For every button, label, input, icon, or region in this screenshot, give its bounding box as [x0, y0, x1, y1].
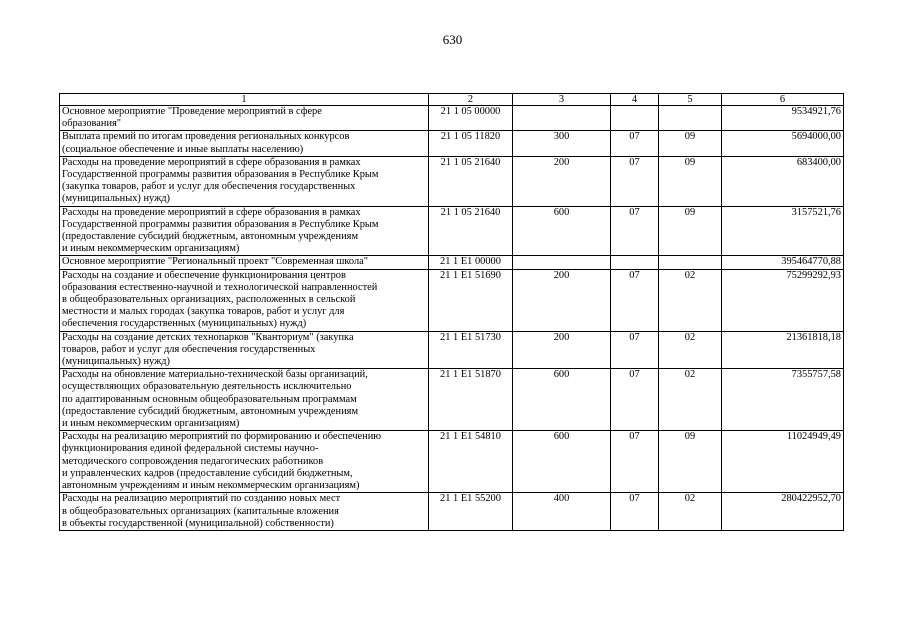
budget-table [59, 93, 844, 531]
row-amount-cell: 21361818,18 [722, 331, 844, 369]
row-amount-cell: 75299292,93 [722, 269, 844, 331]
row-expense-type-cell: 600 [513, 206, 611, 256]
row-amount-cell: 9534921,76 [722, 106, 844, 131]
row-amount-cell: 5694000,00 [722, 131, 844, 156]
row-name-cell: Расходы на проведение мероприятий в сфере образования в рамках Государственной программы развития образования в Республике Крым (предоставление субсидий бюджетным, автономным учреждениям и иным некоммерческим организациям) [60, 206, 429, 256]
table-row [60, 431, 844, 493]
row-section-cell: 07 [611, 131, 659, 156]
table-row [60, 369, 844, 431]
table-row [60, 269, 844, 331]
row-subsection-cell: 02 [659, 269, 722, 331]
row-code-cell: 21 1 E1 55200 [429, 493, 513, 531]
column-header: 2 [429, 94, 513, 106]
table-row [60, 331, 844, 369]
page-number: 630 [442, 32, 463, 47]
row-amount-cell: 683400,00 [722, 156, 844, 206]
row-subsection-cell: 02 [659, 331, 722, 369]
row-name-cell: Расходы на создание и обеспечение функционирования центров образования естественно-научной и технологической направленностей в общеобразовательных организациях, расположенных в сельской местности и малых городах (закупка товаров, работ и услуг для обеспечения государственных (муниципальных) нужд) [60, 269, 429, 331]
row-subsection-cell: 09 [659, 206, 722, 256]
column-header: 6 [722, 94, 844, 106]
table-row [60, 156, 844, 206]
row-code-cell: 21 1 05 21640 [429, 156, 513, 206]
row-expense-type-cell: 400 [513, 493, 611, 531]
table-row [60, 256, 844, 269]
row-expense-type-cell [513, 256, 611, 269]
row-name-cell: Выплата премий по итогам проведения региональных конкурсов (социальное обеспечение и иные выплаты населению) [60, 131, 429, 156]
row-subsection-cell: 09 [659, 131, 722, 156]
row-name-cell: Расходы на проведение мероприятий в сфере образования в рамках Государственной программы развития образования в Республике Крым (закупка товаров, работ и услуг для обеспечения государственных (муниципальных) нужд) [60, 156, 429, 206]
row-section-cell: 07 [611, 493, 659, 531]
row-subsection-cell: 09 [659, 431, 722, 493]
row-name-cell: Расходы на реализацию мероприятий по формированию и обеспечению функционирования единой федеральной системы научно- методического сопровождения педагогических работников и управленческих кадров (предоставление субсидий бюджетным, автономным учреждениям и иным некоммерческим организациям) [60, 431, 429, 493]
row-expense-type-cell: 200 [513, 156, 611, 206]
row-subsection-cell: 09 [659, 156, 722, 206]
table-row [60, 206, 844, 256]
row-section-cell: 07 [611, 156, 659, 206]
row-section-cell: 07 [611, 269, 659, 331]
row-name-cell: Расходы на обновление материально-технической базы организаций, осуществляющих образовательную деятельность исключительно по адаптированным основным общеобразовательным программам (предоставление субсидий бюджетным, автономным учреждениям и иным некоммерческим организациям) [60, 369, 429, 431]
table-row [60, 106, 844, 131]
row-code-cell: 21 1 E1 00000 [429, 256, 513, 269]
row-code-cell: 21 1 05 11820 [429, 131, 513, 156]
row-expense-type-cell: 600 [513, 431, 611, 493]
row-section-cell [611, 256, 659, 269]
row-name-cell: Основное мероприятие "Региональный проект "Современная школа" [60, 256, 429, 269]
row-amount-cell: 3157521,76 [722, 206, 844, 256]
row-section-cell: 07 [611, 369, 659, 431]
row-amount-cell: 7355757,58 [722, 369, 844, 431]
row-expense-type-cell: 200 [513, 269, 611, 331]
row-subsection-cell [659, 106, 722, 131]
table-row [60, 131, 844, 156]
row-expense-type-cell: 300 [513, 131, 611, 156]
column-header: 4 [611, 94, 659, 106]
row-section-cell: 07 [611, 206, 659, 256]
row-subsection-cell: 02 [659, 493, 722, 531]
column-header: 3 [513, 94, 611, 106]
table-row [60, 493, 844, 531]
table-header-row [60, 94, 844, 106]
row-expense-type-cell: 600 [513, 369, 611, 431]
row-code-cell: 21 1 05 00000 [429, 106, 513, 131]
row-amount-cell: 395464770,88 [722, 256, 844, 269]
column-header: 1 [60, 94, 429, 106]
row-section-cell [611, 106, 659, 131]
row-amount-cell: 11024949,49 [722, 431, 844, 493]
row-section-cell: 07 [611, 331, 659, 369]
row-subsection-cell: 02 [659, 369, 722, 431]
row-subsection-cell [659, 256, 722, 269]
column-header: 5 [659, 94, 722, 106]
row-name-cell: Расходы на создание детских технопарков "Кванториум" (закупка товаров, работ и услуг для обеспечения государственных (муниципальных) нужд) [60, 331, 429, 369]
row-code-cell: 21 1 E1 51870 [429, 369, 513, 431]
row-code-cell: 21 1 E1 54810 [429, 431, 513, 493]
row-section-cell: 07 [611, 431, 659, 493]
row-name-cell: Основное мероприятие "Проведение мероприятий в сфере образования" [60, 106, 429, 131]
row-code-cell: 21 1 05 21640 [429, 206, 513, 256]
row-amount-cell: 280422952,70 [722, 493, 844, 531]
row-expense-type-cell [513, 106, 611, 131]
row-code-cell: 21 1 E1 51730 [429, 331, 513, 369]
row-name-cell: Расходы на реализацию мероприятий по созданию новых мест в общеобразовательных организациях (капитальные вложения в объекты государственной (муниципальной) собственности) [60, 493, 429, 531]
row-code-cell: 21 1 E1 51690 [429, 269, 513, 331]
row-expense-type-cell: 200 [513, 331, 611, 369]
